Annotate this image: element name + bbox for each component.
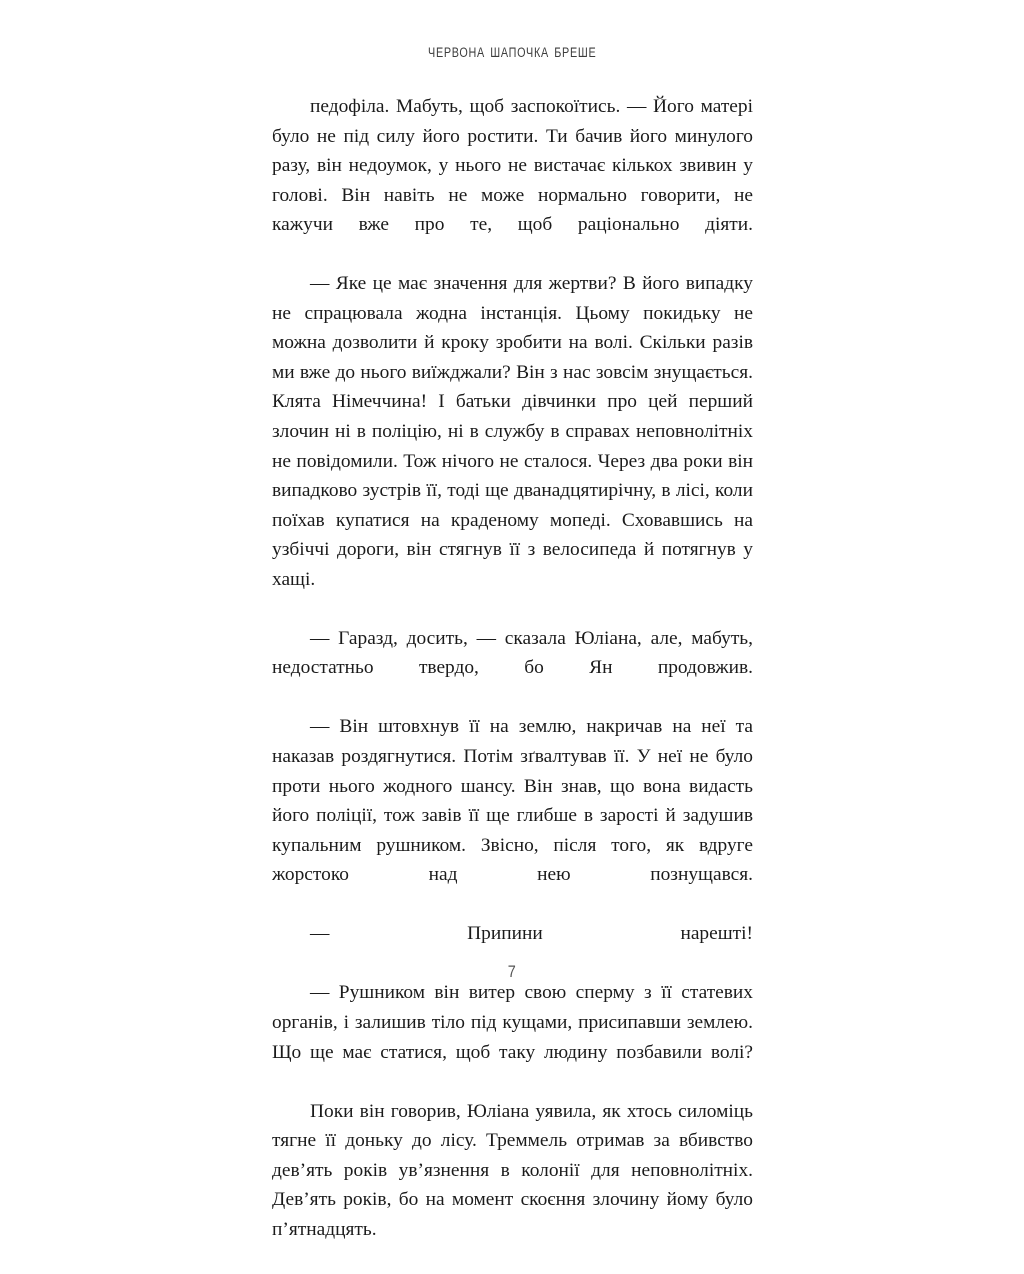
paragraph: — Рушником він витер свою сперму з її статевих органів, і залишив тіло під кущами, присипавши землею. Що ще має статися, щоб таку людину позбавили волі? bbox=[272, 982, 753, 1063]
body-text-column bbox=[272, 92, 753, 1274]
paragraph: — Яке це має значення для жертви? В його випадку не спрацювала жодна інстанція. Цьому покидьку не можна дозволити й кроку зробити на волі. Скільки разів ми вже до нього виїжджали? Він з нас зовсім знущається. Клята Німеччина! І батьки дівчинки про цей перший злочин ні в поліцію, ні в службу в справах неповнолітніх не повідомили. Тож нічого не сталося. Через два роки він випадково зустрів її, тоді ще дванадцятирічну, в лісі, коли поїхав купатися на краденому мопеді. Сховавшись на узбіччі дороги, він стягнув її з велосипеда й потягнув у хащі. bbox=[272, 273, 753, 590]
running-header bbox=[0, 44, 1024, 62]
page-number: 7 bbox=[507, 962, 517, 981]
paragraph: — Гаразд, досить, — сказала Юліана, але, мабуть, недостатньо твердо, бо Ян продовжив. bbox=[272, 627, 753, 679]
paragraph: Поки він говорив, Юліана уявила, як хтось силоміць тягне її доньку до лісу. Треммель отримав за вбивство дев’ять років ув’язнення в колонії для неповнолітніх. Дев’ять років, бо на момент скоєння злочину йому було п’ятнадцять. bbox=[272, 1100, 753, 1240]
page-footer bbox=[0, 962, 1024, 982]
running-header-title: ЧЕРВОНА ШАПОЧКА БРЕШЕ bbox=[427, 45, 597, 60]
paragraph: педофіла. Мабуть, щоб заспокоїтись. — Його матері було не під силу його ростити. Ти бачив його минулого разу, він недоумок, у нього не вистачає кількох звивин у голові. Він навіть не може нормально говорити, не кажучи вже про те, щоб раціонально діяти. bbox=[272, 96, 753, 236]
paragraph: — Припини нарешті! bbox=[310, 923, 753, 945]
paragraph: — Він штовхнув її на землю, накричав на неї та наказав роздягнутися. Потім зґвалтував її. У неї не було проти нього жодного шансу. Він знав, що вона видасть його поліції, тож завів її ще глибше в зарості й задушив купальним рушником. Звісно, після того, як вдруге жорстоко над нею познущався. bbox=[272, 716, 753, 886]
